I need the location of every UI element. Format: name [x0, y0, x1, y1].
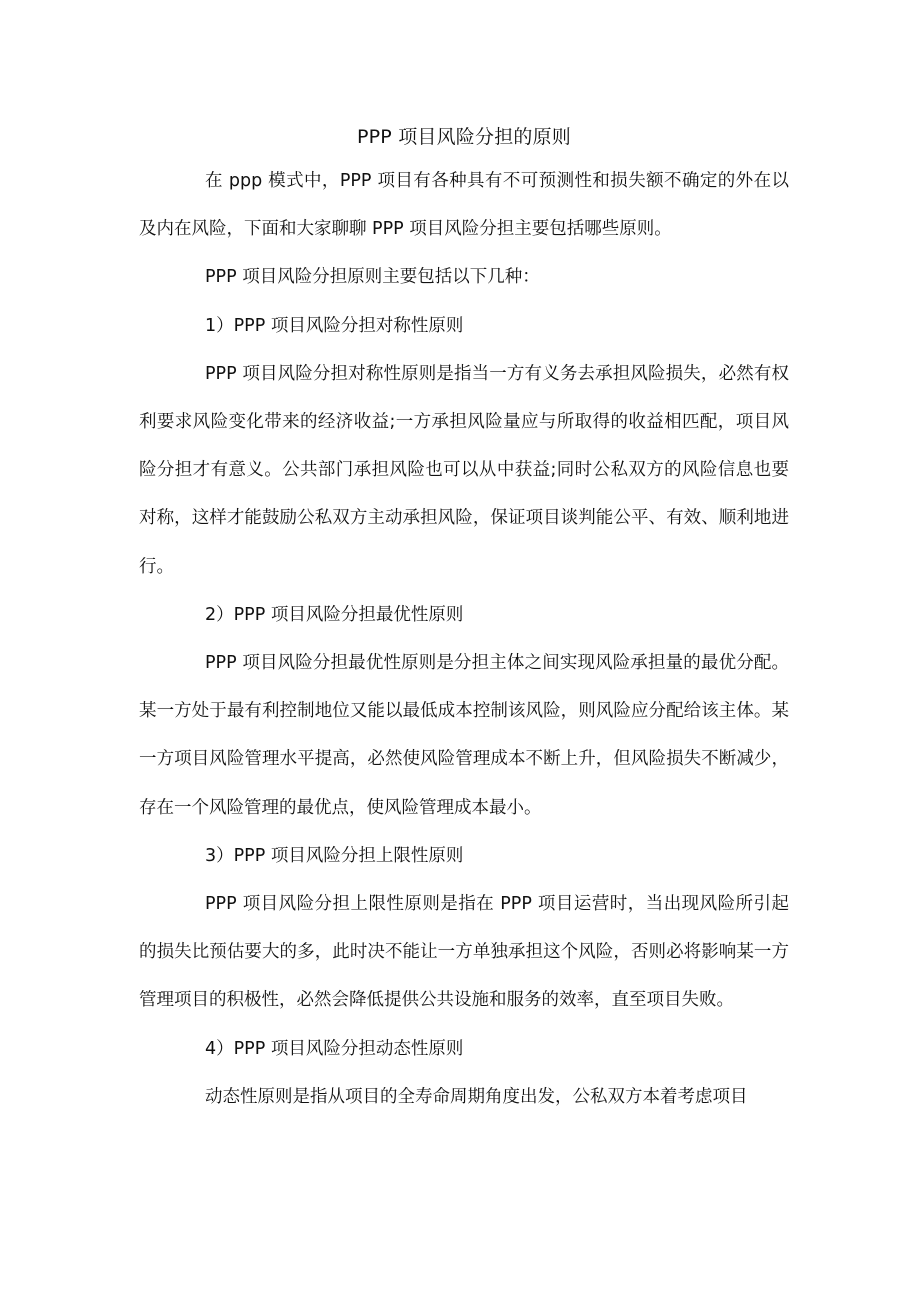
section-body-1: PPP 项目风险分担对称性原则是指当一方有义务去承担风险损失，必然有权利要求风险变化带来的经济收益;一方承担风险量应与所取得的收益相匹配，项目风险分担才有意义。公共部门承担风险也可以从中获益;同时公私双方的风险信息也要对称，这样才能鼓励公私双方主动承担风险，保证项目谈判能公平、有效、顺利地进行。	[139, 363, 789, 577]
section-heading-3: 3）PPP 项目风险分担上限性原则	[205, 845, 464, 866]
section-heading-2: 2）PPP 项目风险分担最优性原则	[205, 604, 464, 625]
section-body-2: PPP 项目风险分担最优性原则是分担主体之间实现风险承担量的最优分配。某一方处于最有利控制地位又能以最低成本控制该风险，则风险应分配给该主体。某一方项目风险管理水平提高，必然使风险管理成本不断上升，但风险损失不断减少，存在一个风险管理的最优点，使风险管理成本最小。	[139, 653, 789, 818]
intro-paragraph: 在 ppp 模式中，PPP 项目有各种具有不可预测性和损失额不确定的外在以及内在风险，下面和大家聊聊 PPP 项目风险分担主要包括哪些原则。	[139, 171, 789, 240]
section-heading-4: 4）PPP 项目风险分担动态性原则	[205, 1038, 464, 1059]
section-body-3: PPP 项目风险分担上限性原则是指在 PPP 项目运营时，当出现风险所引起的损失比预估要大的多，此时决不能让一方单独承担这个风险，否则必将影响某一方管理项目的积极性，必然会降低提供公共设施和服务的效率，直至项目失败。	[139, 894, 789, 1011]
document-title: PPP 项目风险分担的原则	[356, 126, 571, 148]
lead-paragraph: PPP 项目风险分担原则主要包括以下几种：	[205, 267, 540, 288]
section-heading-1: 1）PPP 项目风险分担对称性原则	[205, 315, 464, 336]
document-page	[139, 117, 789, 1121]
section-body-4: 动态性原则是指从项目的全寿命周期角度出发，公私双方本着考虑项目	[205, 1086, 748, 1107]
